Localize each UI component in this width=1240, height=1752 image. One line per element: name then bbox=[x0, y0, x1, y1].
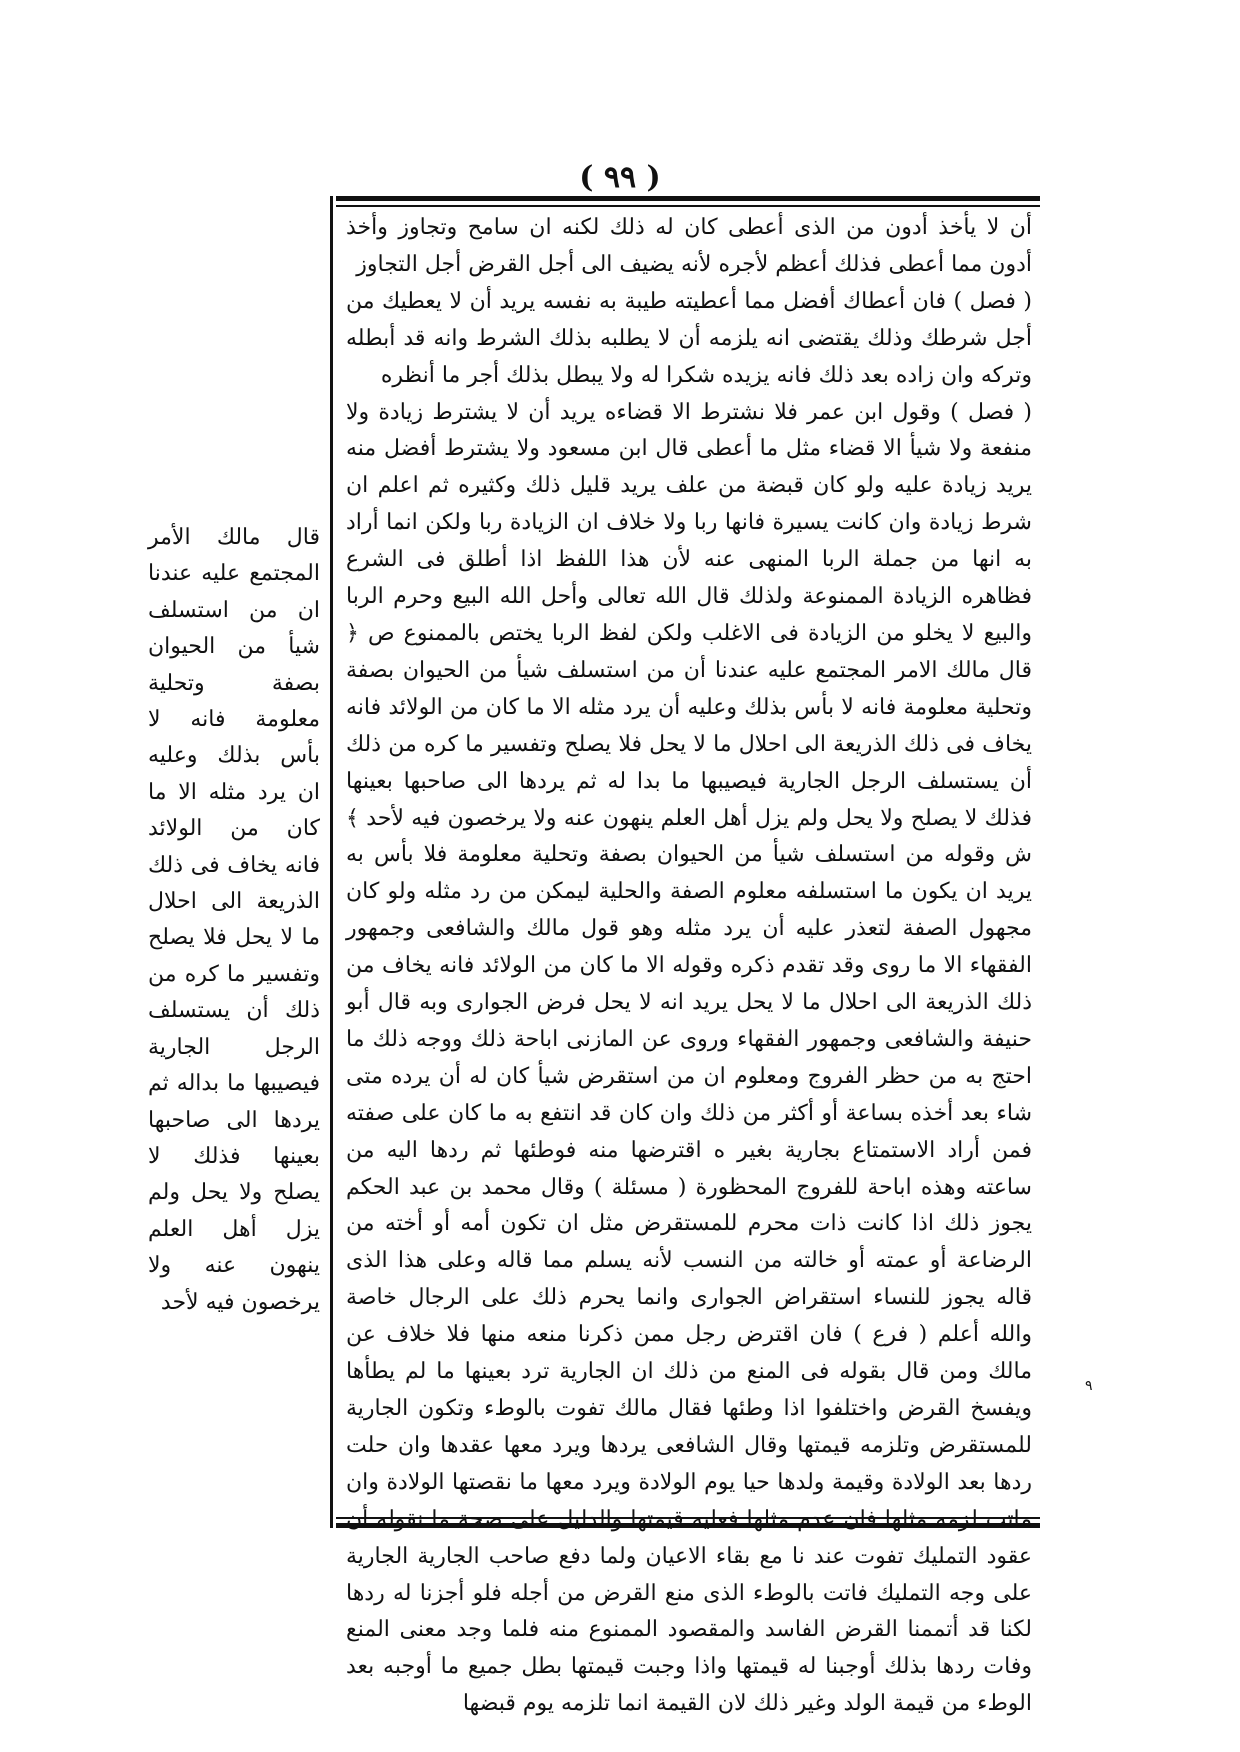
left-vertical-rule bbox=[330, 196, 333, 1528]
main-text-block bbox=[346, 210, 1032, 1723]
marginal-note: قال مالك الأمر المجتمع عليه عندنا ان من استسلف شيأ من الحيوان بصفة وتحلية معلومة فانه لا بأس بذلك وعليه ان يرد مثله الا ما كان من الولائد فانه يخاف فى ذلك الذريعة الى احلال ما لا يحل فلا يصلح وتفسير ما كره من ذلك أن يستسلف الرجل الجارية فيصيبها ما بداله ثم يردها الى صاحبها بعينها فذلك لا يصلح ولا يحل ولم يزل أهل العلم ينهون عنه ولا يرخصون فيه لأحد bbox=[148, 525, 320, 1315]
top-rule-thin bbox=[336, 205, 1040, 207]
main-paragraph: أن لا يأخذ أدون من الذى أعطى كان له ذلك لكنه ان سامح وتجاوز وأخذ أدون مما أعطى فذلك أعظم لأجره لأنه يضيف الى أجل القرض أجل التجاوز bbox=[346, 215, 1032, 277]
main-paragraph: ( فصل ) فان أعطاك أفضل مما أعطيته طيبة به نفسه يريد أن لا يعطيك من أجل شرطك وذلك يقتضى انه يلزمه أن لا يطلبه بذلك الشرط وانه قد أبطله وتركه وان زاده بعد ذلك فانه يزيده شكرا له ولا يبطل بذلك أجر ما أنظره bbox=[346, 288, 1032, 388]
side-mark: ٩ bbox=[1085, 1378, 1093, 1394]
top-rule-thick bbox=[336, 196, 1040, 201]
main-paragraph: ( فصل ) وقول ابن عمر فلا نشترط الا قضاءه يريد أن لا يشترط زيادة ولا منفعة ولا شيأ الا قضاء مثل ما أعطى قال ابن مسعود ولا يشترط أفضل منه يريد زيادة عليه ولو كان قبضة من علف يريد قليل ذلك وكثيره ثم اعلم ان شرط زيادة وان كانت يسيرة فانها ربا ولا خلاف ان الزيادة ربا ولكن انما أراد به انها من جملة الربا المنهى عنه لأن هذا اللفظ اذا أطلق فى الشرع فظاهره الزيادة الممنوعة ولذلك قال الله تعالى وأحل الله البيع وحرم الربا والبيع لا يخلو من الزيادة فى الاغلب ولكن لفظ الربا يختص بالممنوع ص ﴿ قال مالك الامر المجتمع عليه عندنا أن من استسلف شيأ من الحيوان بصفة وتحلية معلومة فانه لا بأس بذلك وعليه أن يرد مثله الا ما كان من الولائد فانه يخاف فى ذلك الذريعة الى احلال ما لا يحل فلا يصلح وتفسير ما كره من ذلك أن يستسلف الرجل الجارية فيصيبها ما بدا له ثم يردها الى صاحبها بعينها فذلك لا يصلح ولا يحل ولم يزل أهل العلم ينهون عنه ولا يرخصون فيه لأحد ﴾ ش وقوله من استسلف شيأ من الحيوان بصفة وتحلية معلومة فلا بأس به يريد ان يكون ما استسلفه معلوم الصفة والحلية ليمكن من رد مثله ولو كان مجهول الصفة لتعذر عليه أن يرد مثله وهو قول مالك والشافعى وجمهور الفقهاء الا ما روى وقد تقدم ذكره وقوله الا ما كان من الولائد فانه يخاف من ذلك الذريعة الى احلال ما لا يحل يريد انه لا يحل فرض الجوارى وبه قال أبو حنيفة والشافعى وجمهور الفقهاء وروى عن المازنى اباحة ذلك ووجه ذلك ما احتج به من حظر الفروج ومعلوم ان من استقرض شيأ كان له أن يرده متى شاء بعد أخذه بساعة أو أكثر من ذلك وان كان قد انتفع به ما كان على صفته فمن أراد الاستمتاع بجارية بغير ه اقترضها منه فوطئها ثم ردها اليه من ساعته وهذه اباحة للفروج المحظورة ( مسئلة ) وقال محمد بن عبد الحكم يجوز ذلك اذا كانت ذات محرم للمستقرض مثل ان تكون أمه أو أخته من الرضاعة أو عمته أو خالته من النسب لأنه يسلم مما قاله وعلى هذا الذى قاله يجوز للنساء استقراض الجوارى وانما يحرم ذلك على الرجال خاصة والله أعلم ( فرع ) فان اقترض رجل ممن ذكرنا منعه منها فلا خلاف عن مالك ومن قال بقوله فى المنع من ذلك ان الجارية ترد بعينها ما لم يطأها ويفسخ القرض واختلفوا اذا وطئها فقال مالك تفوت بالوطء وتكون الجارية للمستقرض وتلزمه قيمتها وقال الشافعى يردها ويرد معها عقدها وان حلت ردها بعد الولادة وقيمة ولدها حيا يوم الولادة ويرد معها ما نقصتها الولادة وان ماتت لزمه مثلها فان عدم مثلها فعليه قيمتها والدليل على صحة ما نقوله أن عقود التمليك تفوت عند نا مع بقاء الاعيان ولما دفع صاحب الجارية الجارية على وجه التمليك فاتت بالوطء الذى منع القرض من أجله فلو أجزنا له ردها لكنا قد أتممنا القرض الفاسد والمقصود الممنوع منه فلما وجد معنى المنع وفات ردها بذلك أوجبنا له قيمتها واذا وجبت قيمتها بطل جميع ما أوجبه بعد الوطء من قيمة الولد وغير ذلك لان القيمة انما تلزمه يوم قبضها bbox=[346, 399, 1032, 1717]
page-number: ( ٩٩ ) bbox=[579, 160, 661, 195]
